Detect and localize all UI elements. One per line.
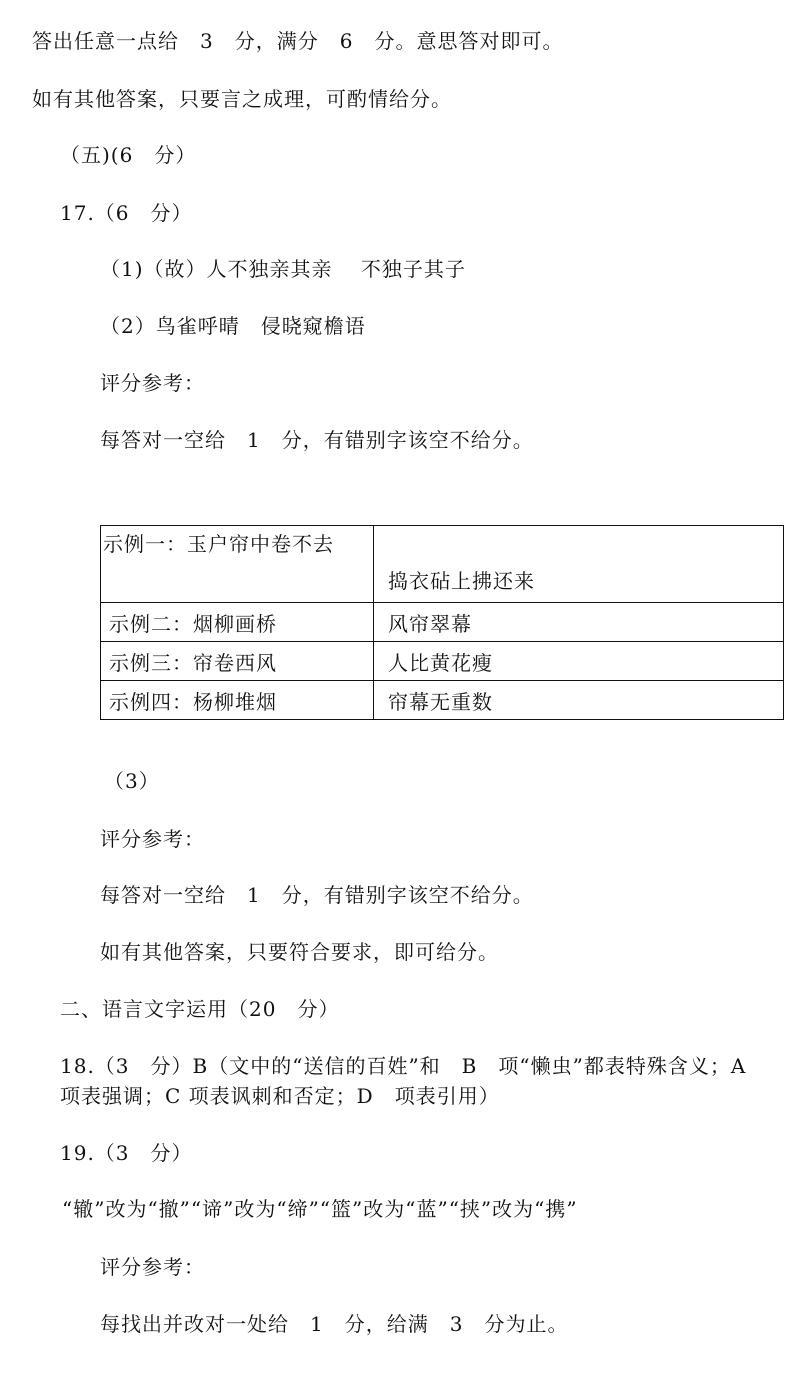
examples-table	[100, 525, 784, 720]
scoring-rule: 每答对一空给 1 分，有错别字该空不给分。	[100, 883, 534, 907]
example-right-cell: 捣衣砧上拂还来	[374, 526, 784, 603]
example-right-cell: 风帘翠幕	[374, 603, 784, 642]
example-right-cell: 人比黄花瘦	[374, 642, 784, 681]
scoring-reference-label: 评分参考：	[100, 371, 205, 395]
example-left-cell: 示例二：烟柳画桥	[101, 603, 374, 642]
q19-corrections: “辙”改为“撤”“谛”改为“缔”“篮”改为“蓝”“挟”改为“携”	[62, 1197, 578, 1221]
table-row	[101, 526, 784, 603]
section-five-heading: （五)(6 分）	[60, 143, 197, 167]
example-left-cell: 示例三：帘卷西风	[101, 642, 374, 681]
scoring-rule: 每找出并改对一处给 1 分，给满 3 分为止。	[100, 1312, 569, 1336]
example-left-cell: 示例四：杨柳堆烟	[101, 681, 374, 720]
question-19-heading: 19.（3 分）	[60, 1141, 193, 1165]
scoring-reference-label: 评分参考：	[100, 1255, 205, 1279]
table-row	[101, 642, 784, 681]
alternative-answer-note: 如有其他答案，只要符合要求，即可给分。	[100, 940, 499, 964]
example-left-cell: 示例一：玉户帘中卷不去	[101, 526, 374, 603]
table-row	[101, 681, 784, 720]
scoring-reference-label: 评分参考：	[100, 827, 205, 851]
q17-part-3-label: （3）	[104, 769, 160, 793]
alternative-answer-note: 如有其他答案，只要言之成理，可酌情给分。	[32, 87, 452, 111]
q18-answer-line-2: 项表强调；C 项表讽刺和否定；D 项表引用）	[60, 1084, 500, 1108]
example-right-cell: 帘幕无重数	[374, 681, 784, 720]
question-17-heading: 17.（6 分）	[60, 201, 193, 225]
q17-answer-2: （2）鸟雀呼晴 侵晓窥檐语	[100, 314, 366, 338]
q17-answer-1: （1)（故）人不独亲其亲 不独子其子	[100, 257, 466, 281]
q18-answer-line-1: 18.（3 分）B（文中的“送信的百姓”和 B 项“懒虫”都表特殊含义；A	[60, 1054, 747, 1078]
scoring-note-line: 答出任意一点给 3 分，满分 6 分。意思答对即可。	[32, 29, 564, 53]
table-row	[101, 603, 784, 642]
section-two-heading: 二、语言文字运用（20 分）	[60, 997, 340, 1021]
scoring-rule: 每答对一空给 1 分，有错别字该空不给分。	[100, 428, 534, 452]
